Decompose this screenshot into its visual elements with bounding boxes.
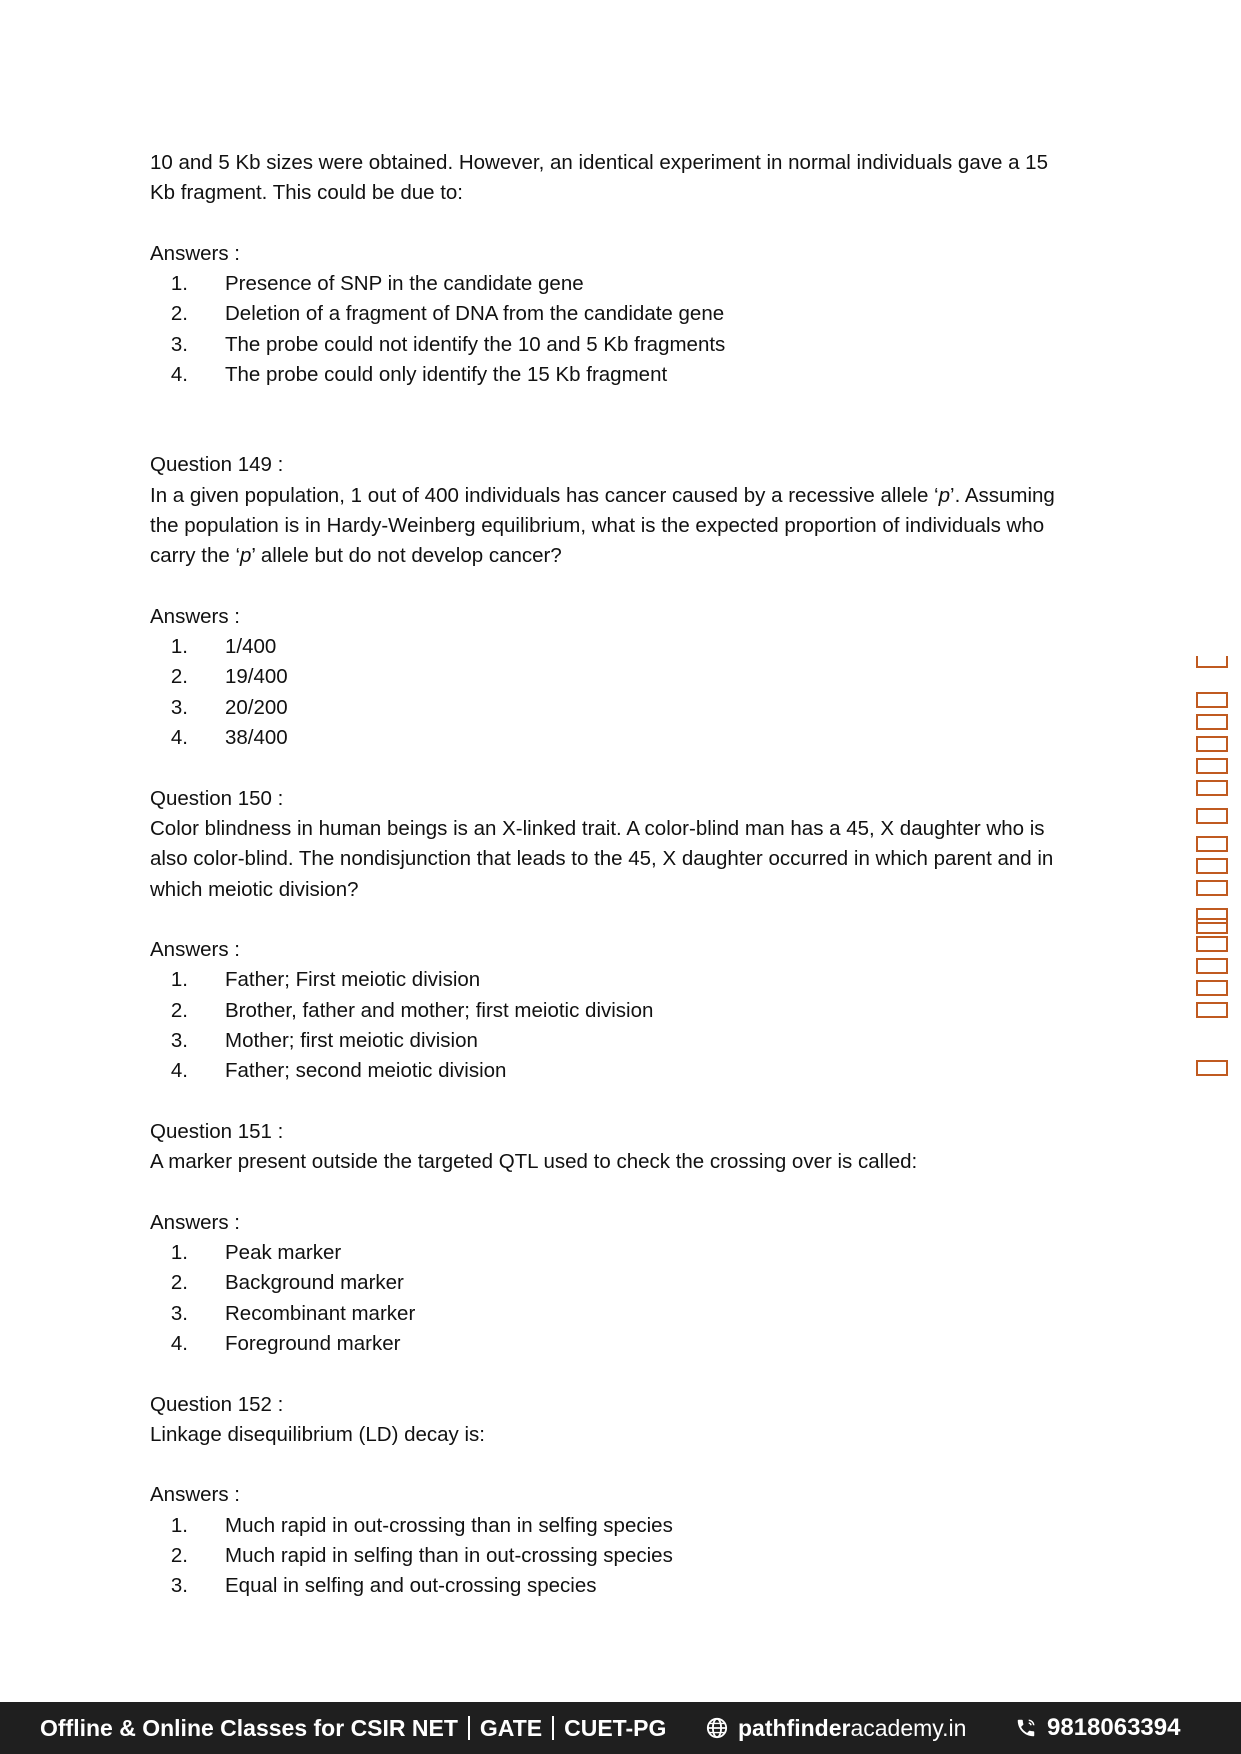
- answer-option: 2. 19/400: [170, 665, 288, 689]
- glyph-mark: [1196, 736, 1228, 752]
- question-149-title: Question 149 :: [150, 453, 284, 477]
- tagline-gate: GATE: [479, 1714, 543, 1741]
- separator: [468, 1716, 470, 1740]
- footer-tagline: [40, 1715, 666, 1742]
- glyph-mark: [1196, 758, 1228, 774]
- answer-option: 2. Deletion of a fragment of DNA from the candidate gene: [170, 302, 725, 326]
- answer-option: 3. 20/200: [170, 695, 288, 719]
- answers-label: Answers :: [150, 1483, 240, 1507]
- question-149-text-line-3: carry the ‘p’ allele but do not develop cancer?: [150, 544, 562, 568]
- answer-option: 2. Brother, father and mother; first meiotic division: [170, 998, 654, 1022]
- answer-option: 1. Father; First meiotic division: [170, 968, 481, 992]
- glyph-mark: [1196, 692, 1228, 708]
- answers-label: Answers :: [150, 241, 240, 265]
- tagline-classes: Offline & Online Classes for CSIR NET: [40, 1714, 458, 1741]
- question-150-text-line-1: Color blindness in human beings is an X-linked trait. A color-blind man has a 45, X daughter who is: [150, 816, 1045, 840]
- question-152-text-line-1: Linkage disequilibrium (LD) decay is:: [150, 1422, 485, 1446]
- glyph-mark: [1196, 656, 1228, 668]
- glyph-mark: [1196, 836, 1228, 852]
- glyph-mark: [1196, 714, 1228, 730]
- glyph-mark: [1196, 936, 1228, 952]
- question-149-text-line-1: In a given population, 1 out of 400 individuals has cancer caused by a recessive allele ‘p’. Assuming: [150, 483, 1055, 507]
- answer-option: 2. Background marker: [170, 1271, 404, 1295]
- glyph-mark: [1196, 808, 1228, 824]
- answer-option: 1. Peak marker: [170, 1241, 342, 1265]
- answer-option: 4. Foreground marker: [170, 1331, 401, 1355]
- question-150-text-line-2: also color-blind. The nondisjunction that leads to the 45, X daughter occurred in which parent and in: [150, 847, 1054, 871]
- question-151-title: Question 151 :: [150, 1119, 284, 1143]
- question-152-answers: [150, 1511, 1090, 1602]
- glyph-mark: [1196, 858, 1228, 874]
- answer-option: 4. Father; second meiotic division: [170, 1059, 507, 1083]
- answer-option: 4. The probe could only identify the 15 Kb fragment: [170, 363, 668, 387]
- glyph-mark: [1196, 1002, 1228, 1018]
- answers-label: Answers :: [150, 938, 240, 962]
- answer-option: 3. Recombinant marker: [170, 1301, 416, 1325]
- question-148-answers: [150, 269, 1090, 390]
- globe-icon: [706, 1717, 728, 1739]
- page-content: [150, 148, 1090, 1602]
- question-152-title: Question 152 :: [150, 1392, 284, 1416]
- answer-option: 4. 38/400: [170, 726, 288, 750]
- question-150-answers: [150, 965, 1090, 1086]
- tagline-cuet: CUET-PG: [564, 1714, 667, 1741]
- answer-option: 2. Much rapid in selfing than in out-crossing species: [170, 1544, 673, 1568]
- footer-banner: [0, 1702, 1241, 1754]
- question-150-title: Question 150 :: [150, 786, 284, 810]
- glyph-mark: [1196, 958, 1228, 974]
- glyph-mark: [1196, 1060, 1228, 1076]
- website-name: pathfinder: [738, 1714, 851, 1741]
- question-150-text-line-3: which meiotic division?: [150, 877, 359, 901]
- answer-option: 1. 1/400: [170, 635, 277, 659]
- website-domain: academy.in: [850, 1714, 967, 1741]
- question-151-answers: [150, 1238, 1090, 1359]
- question-148-text-line-2: Kb fragment. This could be due to:: [150, 181, 464, 205]
- footer-website[interactable]: [706, 1715, 966, 1742]
- answer-option: 1. Much rapid in out-crossing than in selfing species: [170, 1513, 673, 1537]
- answer-option: 3. Mother; first meiotic division: [170, 1029, 478, 1053]
- phone-icon: [1015, 1717, 1037, 1739]
- question-151-text-line-1: A marker present outside the targeted QTL used to check the crossing over is called:: [150, 1150, 918, 1174]
- answers-label: Answers :: [150, 604, 240, 628]
- question-149-answers: [150, 632, 1090, 753]
- question-149-text-line-2: the population is in Hardy-Weinberg equilibrium, what is the expected proportion of individuals who: [150, 513, 1045, 537]
- footer-phone[interactable]: [1015, 1714, 1180, 1742]
- answer-option: 3. The probe could not identify the 10 and 5 Kb fragments: [170, 332, 726, 356]
- question-148-text-line-1: 10 and 5 Kb sizes were obtained. However, an identical experiment in normal individuals gave a 15: [150, 151, 1048, 174]
- glyph-mark: [1196, 918, 1228, 934]
- answers-label: Answers :: [150, 1210, 240, 1234]
- glyph-mark: [1196, 980, 1228, 996]
- phone-number: 9818063394: [1047, 1714, 1181, 1741]
- answer-option: 3. Equal in selfing and out-crossing species: [170, 1574, 597, 1598]
- glyph-mark: [1196, 780, 1228, 796]
- separator: [552, 1716, 554, 1740]
- glyph-mark: [1196, 880, 1228, 896]
- answer-option: 1. Presence of SNP in the candidate gene: [170, 272, 584, 296]
